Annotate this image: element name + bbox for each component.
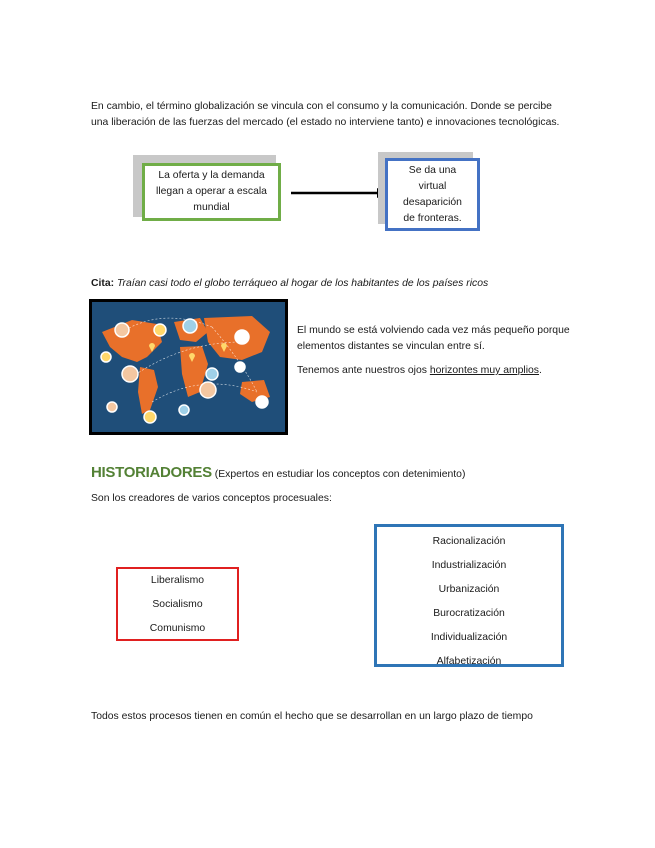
ideologia-item: Comunismo bbox=[149, 623, 206, 634]
procesos-box bbox=[374, 524, 564, 667]
historiadores-subtitle: (Expertos en estudiar los conceptos con detenimiento) bbox=[211, 469, 466, 480]
proceso-item: Urbanización bbox=[438, 584, 500, 595]
world-map-image bbox=[89, 299, 288, 435]
proceso-item: Burocratización bbox=[433, 608, 505, 619]
ideologia-item: Socialismo bbox=[152, 599, 203, 610]
cita-label: Cita: bbox=[91, 278, 115, 289]
world-network-map bbox=[92, 302, 285, 432]
proceso-item: Individualización bbox=[430, 632, 508, 643]
proceso-item: Alfabetización bbox=[436, 656, 502, 667]
cita-text: Traían casi todo el globo terráqueo al hogar de los habitantes de los países ricos bbox=[116, 278, 489, 289]
arrow-icon bbox=[291, 186, 387, 200]
proceso-item: Industrialización bbox=[431, 560, 507, 571]
side-text-1: El mundo se está volviendo cada vez más pequeño porque elementos distantes se vinculan entre sí. bbox=[297, 325, 570, 352]
box-fronteras bbox=[385, 158, 480, 231]
box-fronteras-text: Se da una virtual desaparición de fronteras. bbox=[403, 164, 462, 224]
side-text-2-post: . bbox=[539, 365, 542, 376]
box-oferta-demanda bbox=[142, 163, 281, 221]
intro-paragraph: En cambio, el término globalización se vincula con el consumo y la comunicación. Donde se percibe una liberación de las fuerzas del mercado (el estado no interviene tanto) e innovaciones tecnológicas. bbox=[91, 101, 560, 128]
ideologias-box bbox=[116, 567, 239, 641]
horizontes-link-text: horizontes muy amplios bbox=[429, 365, 540, 376]
historiadores-title: HISTORIADORES bbox=[91, 464, 212, 481]
creadores-text: Son los creadores de varios conceptos procesuales: bbox=[91, 493, 332, 504]
historiadores-heading bbox=[91, 464, 465, 481]
box-oferta-demanda-text: La oferta y la demanda llegan a operar a escala mundial bbox=[156, 170, 267, 213]
side-text-2 bbox=[297, 363, 577, 379]
cita-line bbox=[91, 276, 488, 292]
ideologia-item: Liberalismo bbox=[150, 575, 205, 586]
final-paragraph: Todos estos procesos tienen en común el hecho que se desarrollan en un largo plazo de tiempo bbox=[91, 711, 533, 722]
proceso-item: Racionalización bbox=[432, 536, 506, 547]
side-text-2-pre: Tenemos ante nuestros ojos bbox=[297, 365, 430, 376]
